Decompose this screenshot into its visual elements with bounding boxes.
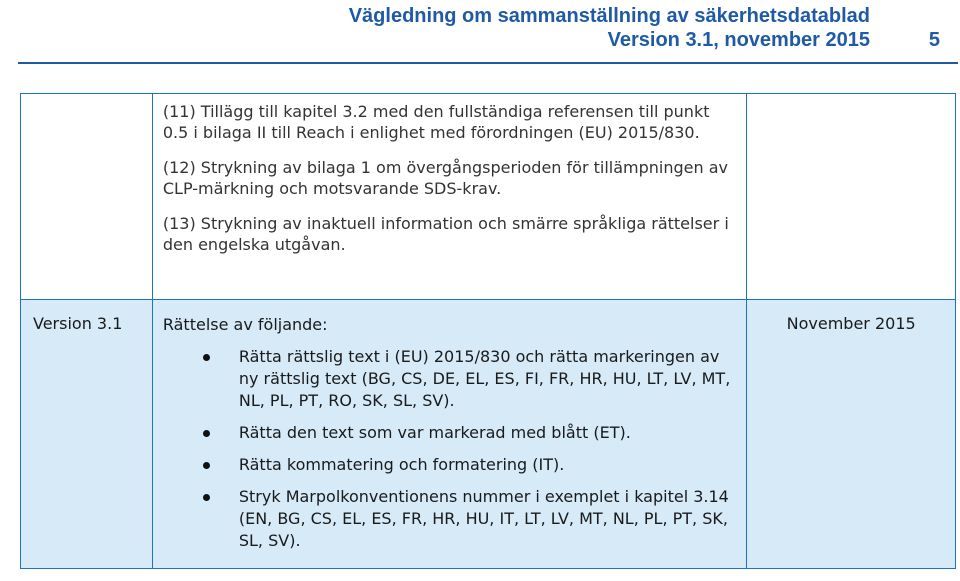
page-number: 5 xyxy=(928,29,940,51)
bullet-icon xyxy=(203,430,210,437)
version-cell xyxy=(21,94,153,300)
list-item xyxy=(153,454,746,476)
header-rule xyxy=(18,62,958,64)
document-title: Vägledning om sammanställning av säkerhetsdatablad xyxy=(348,5,870,27)
table-row xyxy=(21,94,956,300)
list-item-text: Rätta rättslig text i (EU) 2015/830 och rätta markeringen av ny rättslig text (BG, CS, DE, EL, ES, FI, FR, HR, HU, LT, LV, MT, NL, PL, PT, RO, SK, SL, SV). xyxy=(238,347,731,410)
change-paragraph: (12) Strykning av bilaga 1 om övergångsperioden för tillämpningen av CLP-märkning och motsvarande SDS-krav. xyxy=(162,158,728,198)
date-label xyxy=(747,94,955,108)
changes-list xyxy=(153,346,746,552)
bullet-icon xyxy=(203,494,210,501)
list-item-text: Rätta den text som var markerad med blått (ET). xyxy=(238,423,631,442)
table-row xyxy=(21,300,956,569)
date-cell xyxy=(747,94,956,300)
list-item xyxy=(153,346,746,412)
date-label: November 2015 xyxy=(786,314,916,333)
changes-intro: Rättelse av följande: xyxy=(162,315,328,334)
change-paragraph: (13) Strykning av inaktuell information och smärre språkliga rättelser i den engelska utgåvan. xyxy=(162,214,729,254)
list-item xyxy=(153,422,746,444)
version-cell xyxy=(21,300,153,569)
bullet-icon xyxy=(203,462,210,469)
bullet-icon xyxy=(203,354,210,361)
list-item-text: Stryk Marpolkonventionens nummer i exemplet i kapitel 3.14 (EN, BG, CS, EL, ES, FR, HR, HU, IT, LT, LV, MT, NL, PL, PT, SK, SL, SV). xyxy=(238,487,729,550)
document-version: Version 3.1, november 2015 xyxy=(607,29,870,51)
version-label: Version 3.1 xyxy=(33,314,123,333)
list-item xyxy=(153,486,746,552)
list-item-text: Rätta kommatering och formatering (IT). xyxy=(238,455,565,474)
changes-cell xyxy=(152,300,746,569)
change-paragraph: (11) Tillägg till kapitel 3.2 med den fullständiga referensen till punkt 0.5 i bilaga II till Reach i enlighet med förordningen (EU) 2015/830. xyxy=(162,102,710,142)
version-label xyxy=(21,94,152,108)
changes-cell xyxy=(152,94,746,300)
page-header xyxy=(0,0,960,62)
date-cell xyxy=(747,300,956,569)
version-history-table xyxy=(20,93,956,569)
